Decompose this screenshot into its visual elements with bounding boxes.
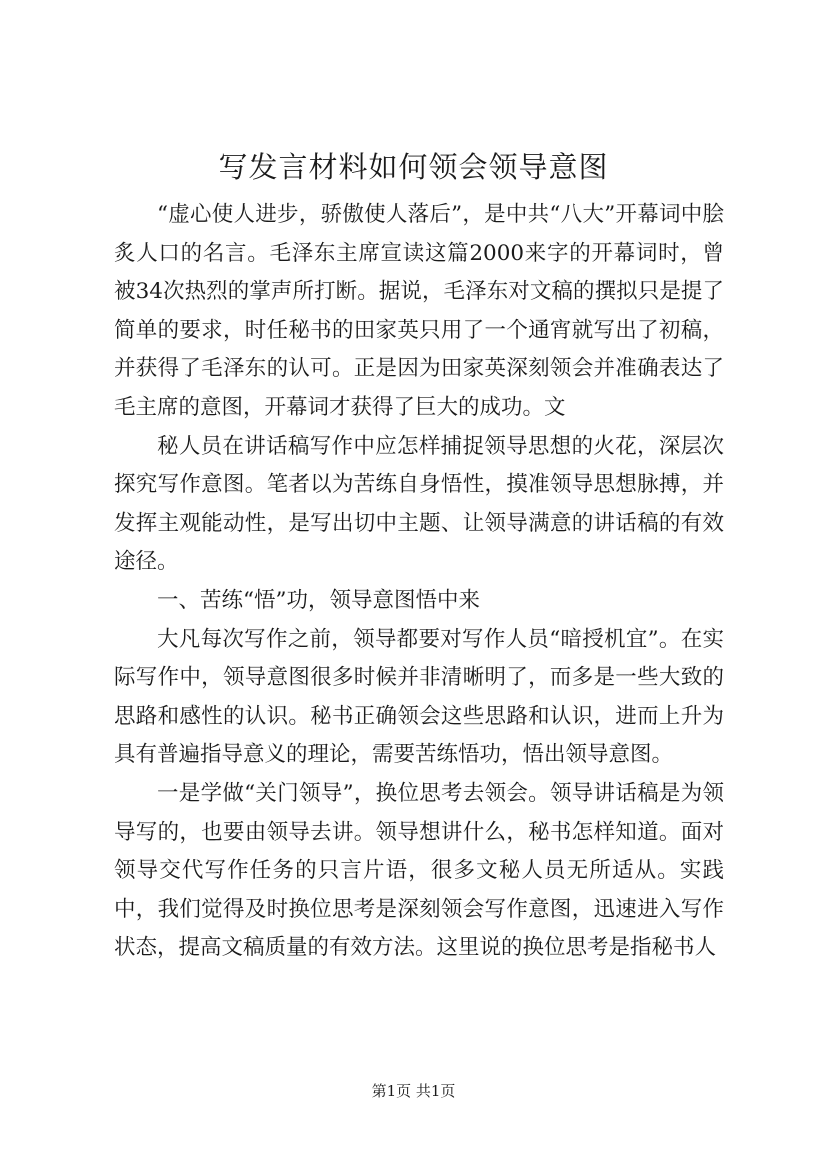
- paragraph: 一是学做“关门领导”，换位思考去领会。领导讲话稿是为领导写的，也要由领导去讲。领导想讲什么，秘书怎样知道。面对领导交代写作任务的只言片语，很多文秘人员无所适从。实践中，我们觉得及时换位思考是深刻领会写作意图，迅速进入写作状态，提高文稿质量的有效方法。这里说的换位思考是指秘书人: [114, 780, 724, 961]
- page-number: 第1页 共1页: [371, 1082, 456, 1100]
- document-title: 写发言材料如何领会领导意图: [218, 150, 609, 184]
- document-body: [114, 196, 724, 968]
- section-heading: 一、苦练“悟”功，领导意图悟中来: [157, 587, 480, 613]
- paragraph: 大凡每次写作之前，领导都要对写作人员“暗授机宜”。在实际写作中，领导意图很多时候并非清晰明了，而多是一些大致的思路和感性的认识。秘书正确领会这些思路和认识，进而上升为具有普遍指导意义的理论，需要苦练悟功，悟出领导意图。: [114, 626, 724, 768]
- paragraph: 秘人员在讲话稿写作中应怎样捕捉领导思想的火花，深层次探究写作意图。笔者以为苦练自身悟性，摸准领导思想脉搏，并发挥主观能动性，是写出切中主题、让领导满意的讲话稿的有效途径。: [114, 433, 724, 575]
- paragraph: “虚心使人进步，骄傲使人落后”，是中共“八大”开幕词中脍炙人口的名言。毛泽东主席宣读这篇2000来字的开幕词时，曾被34次热烈的掌声所打断。据说，毛泽东对文稿的撰拟只是提了简单的要求，时任秘书的田家英只用了一个通宵就写出了初稿，并获得了毛泽东的认可。正是因为田家英深刻领会并准确表达了毛主席的意图，开幕词才获得了巨大的成功。文: [114, 202, 724, 420]
